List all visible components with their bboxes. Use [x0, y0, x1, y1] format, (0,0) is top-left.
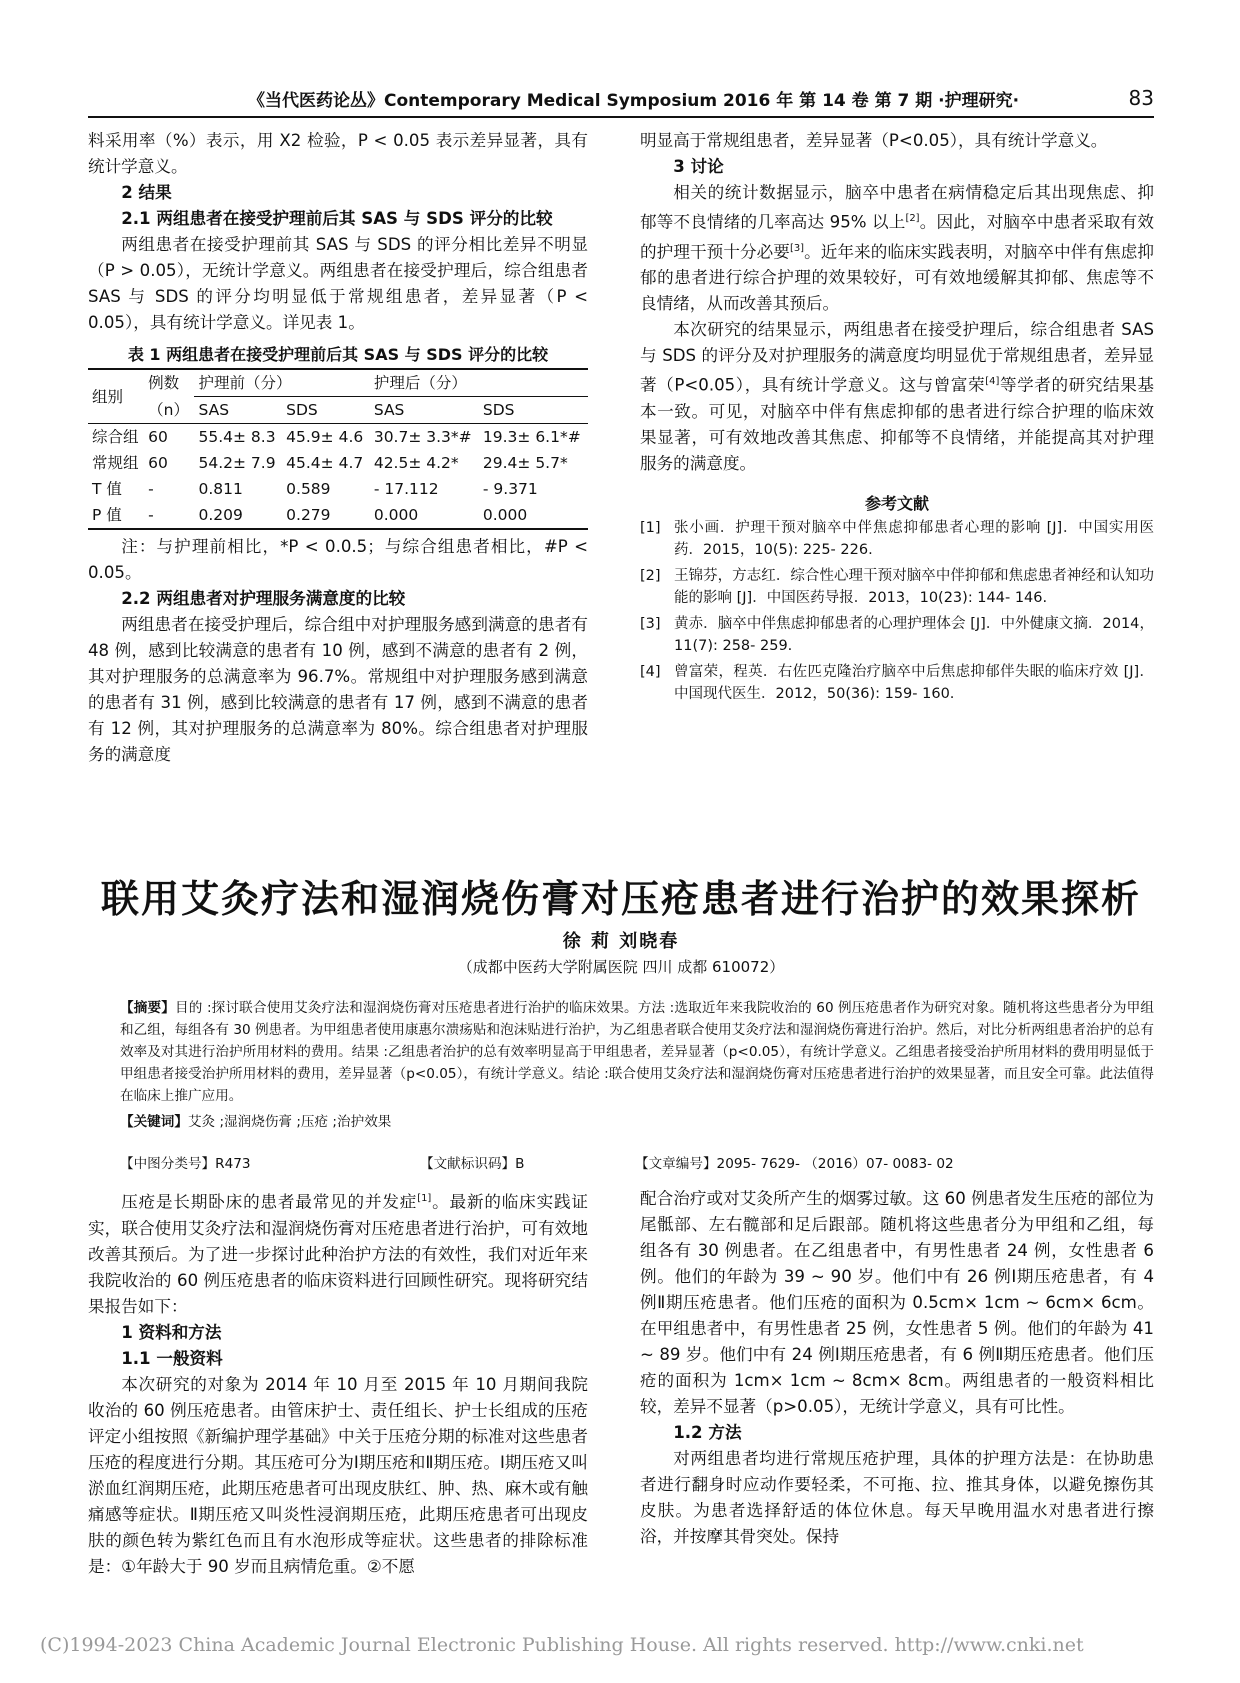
table-cell: 19.3± 6.1*#: [482, 428, 581, 446]
citation[interactable]: [3]: [789, 242, 805, 254]
paragraph: 对两组患者均进行常规压疮护理，具体的护理方法是：在协助患者进行翻身时应动作要轻柔，不可拖、拉、推其身体，以避免擦伤其皮肤。为患者选择舒适的体位休息。每天早晚用温水对患者进行擦浴，并按摩其骨突处。保持: [640, 1449, 1154, 1546]
section-heading: 1 资料和方法: [121, 1322, 222, 1342]
table-cell: 30.7± 3.3*#: [373, 428, 472, 446]
table-cell: - 17.112: [373, 480, 439, 498]
subsection-heading: 2.1 两组患者在接受护理前后其 SAS 与 SDS 评分的比较: [121, 209, 553, 228]
paragraph: 明显高于常规组患者，差异显著（P<0.05），具有统计学意义。: [640, 131, 1108, 150]
table-row: [88, 450, 588, 476]
keywords-label: 【关键词】: [120, 1114, 188, 1130]
paragraph: 本次研究的结果显示，两组患者在接受护理后，综合组患者 SAS 与 SDS 的评分及对护理服务的满意度均明显优于常规组患者，差异显著（P<0.05），具有统计学意义。这与曾富荣[4]等学者的研究结果基本一致。可见，对脑卒中伴有焦虑抑郁的患者进行综合护理的临床效果显著，可有效地改善其焦虑、抑郁等不良情绪，并能提高其对护理服务的满意度。: [640, 320, 1154, 473]
right-column: [640, 128, 1154, 709]
article-number: 【文章编号】2095- 7629- （2016）07- 0083- 02: [635, 1156, 954, 1172]
paragraph: 相关的统计数据显示，脑卒中患者在病情稳定后其出现焦虑、抑郁等不良情绪的几率高达 95% 以上[2]。因此，对脑卒中患者采取有效的护理干预十分必要[3]。近年来的临床实践表明，对脑卒中伴有焦虑抑郁的患者进行综合护理的效果较好，可有效地缓解其抑郁、焦虑等不良情绪，从而改善其预后。: [640, 183, 1155, 314]
subsection-heading: 1.1 一般资料: [121, 1348, 223, 1368]
table-cell: 54.2± 7.9: [198, 454, 276, 472]
table-cell: 0.000: [482, 506, 528, 524]
table-caption: 表 1 两组患者在接受护理前后其 SAS 与 SDS 评分的比较: [127, 345, 549, 364]
reference-item: [2] 王锦芬，方志红．综合性心理干预对脑卒中伴抑郁和焦虑患者神经和认知功能的影响 [J]．中国医药导报．2013，10(23): 144- 146.: [640, 567, 1154, 606]
journal-info: 《当代医药论丛》Contemporary Medical Symposium 2016 年 第 14 卷 第 7 期 ·护理研究·: [248, 91, 1020, 111]
table-header: SAS: [373, 401, 405, 419]
table-header: 护理前（分）: [194, 369, 369, 397]
section-heading: 2 结果: [121, 183, 172, 202]
table-header: 护理后（分）: [370, 369, 588, 397]
table-header: （n）: [148, 400, 189, 419]
table-cell: T 值: [92, 480, 122, 498]
table-cell: 29.4± 5.7*: [482, 454, 568, 472]
citation[interactable]: [2]: [905, 213, 920, 224]
table-header: 例数: [148, 374, 180, 393]
citation[interactable]: [1]: [417, 1193, 432, 1204]
table-cell: 45.9± 4.6: [286, 428, 364, 446]
page-number: 83: [1128, 86, 1154, 110]
affiliation: （成都中医药大学附属医院 四川 成都 610072）: [457, 958, 785, 976]
paragraph: 两组患者在接受护理后，综合组中对护理服务感到满意的患者有 48 例，感到比较满意的患者有 10 例，感到不满意的患者有 2 例，其对护理服务的总满意率为 96.7%。常规组中对护理服务感到满意的患者有 31 例，感到比较满意的患者有 17 例，感到不满意的患者有 12 例，其对护理服务的总满意率为 80%。综合组患者对护理服务的满意度: [88, 615, 588, 764]
table-cell: 0.000: [373, 506, 419, 524]
subsection-heading: 2.2 两组患者对护理服务满意度的比较: [121, 589, 406, 608]
table-row: [88, 476, 588, 502]
paragraph: 料采用率（%）表示，用 X2 检验，P < 0.05 表示差异显著，具有统计学意义。: [88, 131, 588, 176]
article-title: 联用艾灸疗法和湿润烧伤膏对压疮患者进行治护的效果探析: [100, 877, 1141, 921]
running-header: [88, 86, 1154, 116]
references-title: 参考文献: [864, 493, 929, 513]
table-cell: 42.5± 4.2*: [373, 454, 459, 472]
table-cell: 0.209: [198, 506, 243, 524]
reference-item: [1] 张小画．护理干预对脑卒中伴焦虑抑郁患者心理的影响 [J]．中国实用医药．2015，10(5): 225- 226.: [640, 519, 1154, 558]
table-cell: 0.279: [286, 506, 331, 524]
paragraph: 本次研究的对象为 2014 年 10 月至 2015 年 10 月期间我院收治的 60 例压疮患者。由管床护士、责任组长、护士长组成的压疮评定小组按照《新编护理学基础》中关于压疮分期的标准对这些患者压疮的程度进行分期。其压疮可分为Ⅰ期压疮和Ⅱ期压疮。Ⅰ期压疮又叫淤血红润期压疮，此期压疮患者可出现皮肤红、肿、热、麻木或有触痛感等症状。Ⅱ期压疮又叫炎性浸润期压疮，此期压疮患者可出现皮肤的颜色转为紫红色而且有水泡形成等症状。这些患者的排除标准是：①年龄大于 90 岁而且病情危重。②不愿: [88, 1374, 588, 1576]
paragraph: 配合治疗或对艾灸所产生的烟雾过敏。这 60 例患者发生压疮的部位为尾骶部、左右髋部和足后跟部。随机将这些患者分为甲组和乙组，每组各有 30 例患者。在乙组患者中，有男性患者 24 例，女性患者 6 例。他们的年龄为 39 ~ 90 岁。他们中有 26 例Ⅰ期压疮患者，有 4 例Ⅱ期压疮患者。他们压疮的面积为 0.5cm× 1cm ~ 6cm× 6cm。在甲组患者中，有男性患者 25 例，女性患者 5 例。他们的年龄为 41 ~ 89 岁。他们中有 24 例Ⅰ期压疮患者，有 6 例Ⅱ期压疮患者。他们压疮的面积为 1cm× 1cm ~ 8cm× 8cm。两组患者的一般资料相比较，差异不显著（p>0.05），无统计学意义，具有可比性。: [640, 1189, 1154, 1416]
table-cell: 55.4± 8.3: [198, 428, 276, 446]
copyright-footer: (C)1994-2023 China Academic Journal Electronic Publishing House. All rights reserved. http://www.cnki.net: [40, 1634, 1084, 1656]
table-header: SDS: [286, 401, 318, 419]
article2-right-column: [640, 1186, 1154, 1550]
table-header: SDS: [482, 401, 515, 419]
table-cell: 60: [148, 428, 168, 446]
subsection-heading: 1.2 方法: [673, 1423, 742, 1442]
abstract-text: 目的 :探讨联合使用艾灸疗法和湿润烧伤膏对压疮患者进行治护的临床效果。方法 :选取近年来我院收治的 60 例压疮患者作为研究对象。随机将这些患者分为甲组和乙组，每组各有 30 例患者。为甲组患者使用康惠尔溃疡贴和泡沫贴进行治护，为乙组患者联合使用艾灸疗法和湿润烧伤膏进行治护。然后，对比分析两组患者治护的总有效率及对其进行治护所用材料的费用。结果 :乙组患者治护的总有效率明显高于甲组患者，差异显著（p<0.05），有统计学意义。乙组患者接受治护所用材料的费用明显低于甲组患者接受治护所用材料的费用，差异显著（p<0.05），有统计学意义。结论 :联合使用艾灸疗法和湿润烧伤膏对压疮患者进行治护的效果显著，而且安全可靠。此法值得在临床上推广应用。: [120, 1000, 1154, 1104]
article2-left-column: [88, 1186, 588, 1580]
reference-item: [4] 曾富荣，程英．右佐匹克隆治疗脑卒中后焦虑抑郁伴失眠的临床疗效 [J]．中国现代医生．2012，50(36): 159- 160.: [640, 663, 1154, 702]
citation[interactable]: [4]: [985, 376, 1000, 388]
table-cell: 常规组: [92, 454, 139, 472]
table-cell: -: [148, 480, 154, 498]
header-rule: [88, 116, 1154, 118]
keywords: 艾灸 ;湿润烧伤膏 ;压疮 ;治护效果: [187, 1114, 392, 1130]
table-cell: 0.589: [286, 480, 331, 498]
table-cell: - 9.371: [482, 480, 538, 498]
table-header: 组别: [92, 387, 124, 406]
paragraph: 压疮是长期卧床的患者最常见的并发症[1]。最新的临床实践证实，联合使用艾灸疗法和湿润烧伤膏对压疮患者进行治护，可有效地改善其预后。为了进一步探讨此种治护方法的有效性，我们对近年来我院收治的 60 例压疮患者的临床资料进行回顾性研究。现将研究结果报告如下：: [88, 1192, 589, 1316]
table-cell: 45.4± 4.7: [286, 454, 364, 472]
table-header: SAS: [198, 401, 230, 419]
left-column: [88, 128, 588, 768]
table-row: [88, 424, 588, 451]
section-heading: 3 讨论: [673, 157, 724, 176]
document-code: 【文献标识码】B: [420, 1156, 525, 1172]
table-cell: P 值: [92, 506, 122, 524]
clc-number: 【中图分类号】R473: [120, 1156, 251, 1172]
table-note: 注：与护理前相比，*P < 0.0.5；与综合组患者相比，#P < 0.05。: [88, 537, 588, 582]
abstract-label: 【摘要】: [120, 1000, 175, 1016]
table-row: [88, 502, 588, 529]
table-1: [88, 368, 588, 530]
reference-item: [3] 黄赤．脑卒中伴焦虑抑郁患者的心理护理体会 [J]．中外健康文摘．2014，11(7): 258- 259.: [640, 615, 1154, 654]
table-cell: -: [148, 506, 154, 524]
table-cell: 综合组: [92, 428, 139, 446]
authors: 徐 莉 刘晓春: [562, 931, 680, 952]
abstract: [120, 997, 1154, 1133]
reference-list: [640, 517, 1154, 705]
paragraph: 两组患者在接受护理前其 SAS 与 SDS 的评分相比差异不明显（P > 0.05），无统计学意义。两组患者在接受护理后，综合组患者 SAS 与 SDS 的评分均明显低于常规组患者，差异显著（P < 0.05），具有统计学意义。详见表 1。: [88, 235, 588, 332]
table-cell: 60: [148, 454, 168, 472]
table-cell: 0.811: [198, 480, 243, 498]
